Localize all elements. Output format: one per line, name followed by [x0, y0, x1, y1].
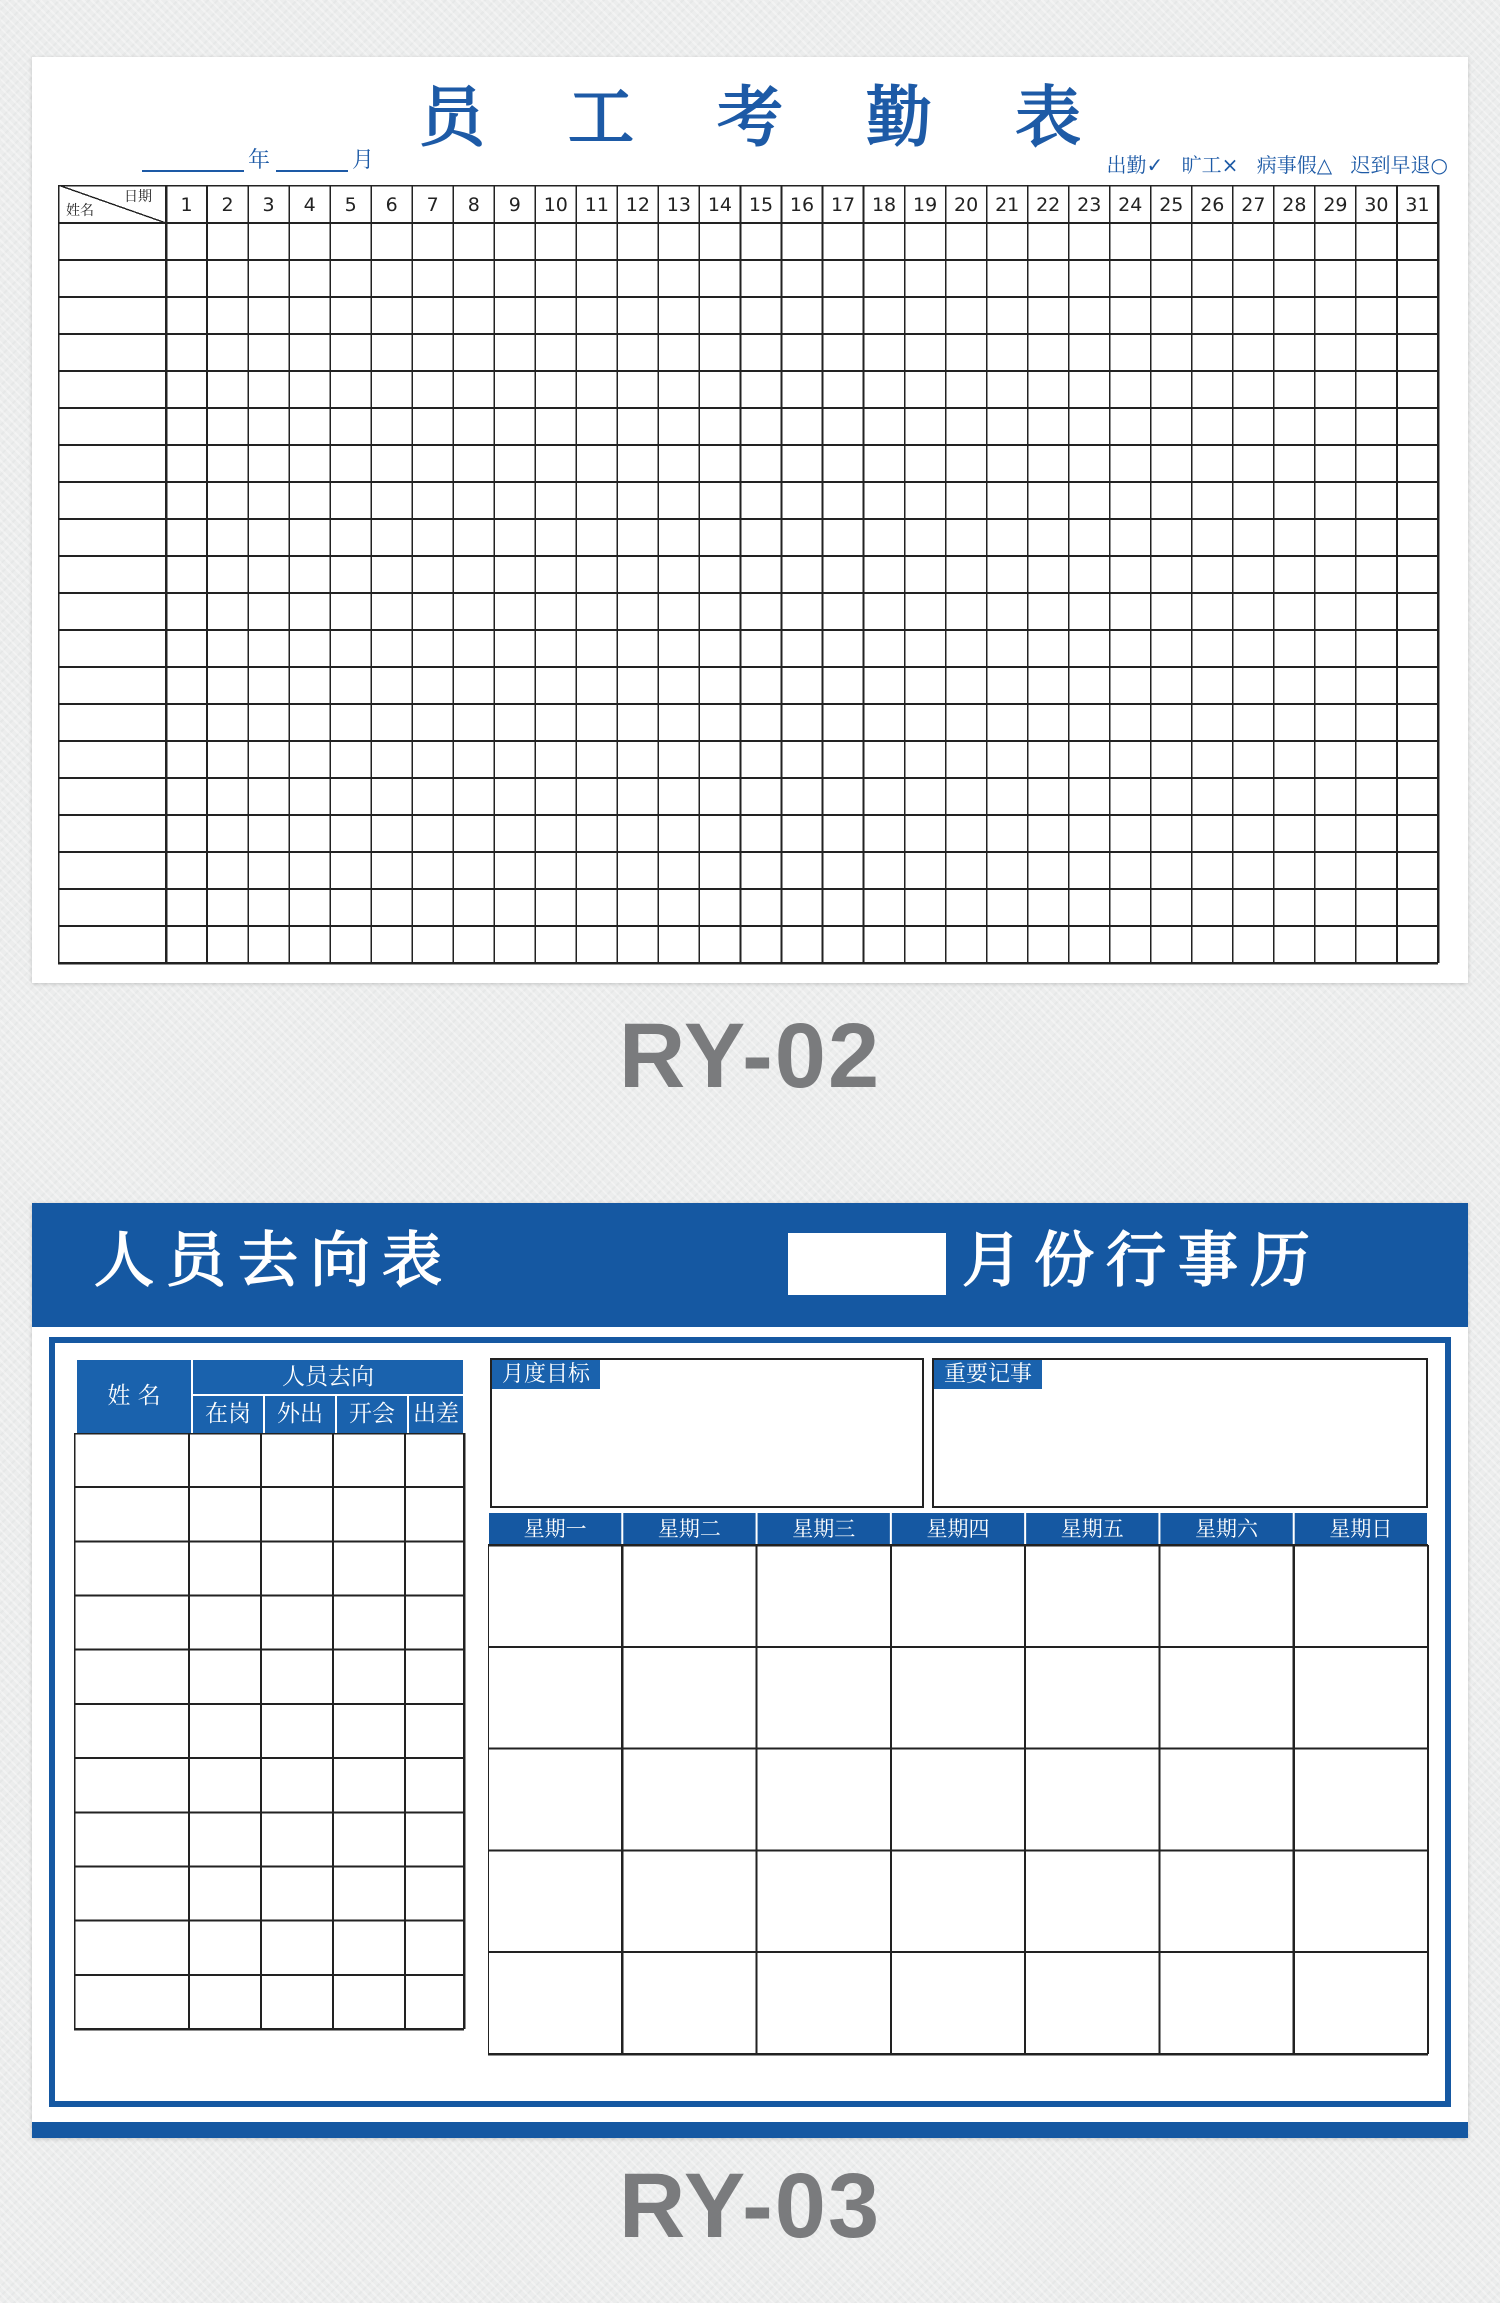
calendar-title: 月份行事历	[962, 1226, 1322, 1296]
day-number: 10	[543, 194, 568, 216]
important-notes-tag: 重要记事	[934, 1360, 1042, 1389]
year-label: 年	[248, 148, 271, 173]
weekday-label: 星期三	[792, 1517, 856, 1541]
whereabouts-header-text: 人员去向	[282, 1363, 374, 1390]
board-bottom-bar	[32, 2122, 1468, 2138]
weekday-label: 星期六	[1195, 1517, 1259, 1541]
attendance-legend	[1095, 149, 1448, 178]
year-blank[interactable]	[142, 150, 244, 172]
legend-absent: 旷工×	[1181, 153, 1239, 177]
day-number: 19	[913, 194, 938, 216]
calendar-grid[interactable]	[488, 1513, 1432, 2058]
name-header-text: 姓 名	[107, 1383, 161, 1409]
day-number: 24	[1118, 194, 1143, 216]
month-input-box[interactable]	[788, 1233, 946, 1295]
day-number: 2	[221, 194, 234, 216]
day-number: 16	[789, 194, 815, 216]
whereabouts-calendar-board	[32, 1203, 1468, 2138]
day-number: 7	[426, 194, 439, 216]
day-number: 9	[508, 194, 521, 216]
weekday-label: 星期四	[926, 1517, 990, 1541]
weekday-label: 星期二	[657, 1517, 721, 1541]
day-number: 28	[1282, 194, 1307, 216]
day-number: 22	[1036, 194, 1061, 216]
col-out-header	[265, 1396, 335, 1433]
attendance-board	[32, 57, 1468, 983]
model-label-ry03: RY-03	[618, 2155, 882, 2257]
col-meeting-text: 开会	[349, 1401, 395, 1427]
year-month-field	[142, 150, 374, 172]
day-number: 29	[1323, 194, 1348, 216]
day-number: 31	[1405, 194, 1430, 216]
day-number: 1	[180, 194, 193, 216]
legend-late: 迟到早退○	[1350, 153, 1448, 177]
month-label: 月	[352, 148, 375, 173]
day-number: 26	[1200, 194, 1225, 216]
day-number: 25	[1159, 194, 1184, 216]
board-header	[32, 1203, 1468, 1327]
day-number: 6	[385, 194, 398, 216]
whereabouts-grid[interactable]	[74, 1433, 468, 2033]
monthly-goal-tag: 月度目标	[492, 1360, 600, 1389]
day-number: 14	[707, 194, 733, 216]
day-number: 30	[1364, 194, 1389, 216]
attendance-title: 员 工 考 勤 表	[419, 79, 1111, 156]
day-number: 8	[467, 194, 480, 216]
col-onduty-text: 在岗	[205, 1401, 251, 1427]
day-number: 15	[748, 194, 774, 216]
day-number: 11	[584, 194, 609, 216]
attendance-grid[interactable]	[58, 185, 1442, 967]
day-number: 23	[1077, 194, 1102, 216]
model-label-ry02: RY-02	[618, 1005, 882, 1107]
day-number: 12	[625, 194, 650, 216]
col-trip-header	[409, 1396, 463, 1433]
day-number: 4	[303, 194, 316, 216]
day-number: 20	[954, 194, 979, 216]
day-number: 27	[1241, 194, 1266, 216]
col-meeting-header	[337, 1396, 407, 1433]
legend-present: 出勤✓	[1106, 153, 1164, 177]
weekday-label: 星期一	[523, 1517, 587, 1541]
legend-leave: 病事假△	[1256, 153, 1333, 177]
day-number: 17	[830, 194, 856, 216]
day-number: 18	[871, 194, 897, 216]
weekday-label: 星期五	[1060, 1517, 1124, 1541]
name-column-header	[77, 1360, 191, 1433]
day-number: 13	[666, 194, 691, 216]
col-out-text: 外出	[277, 1401, 323, 1427]
header-date-label: 日期	[124, 189, 152, 205]
whereabouts-header	[193, 1360, 463, 1394]
day-number: 21	[995, 194, 1020, 216]
header-name-label: 姓名	[66, 203, 94, 219]
day-number: 5	[344, 194, 357, 216]
whereabouts-title: 人员去向表	[94, 1226, 454, 1296]
col-trip-text: 出差	[413, 1401, 459, 1427]
col-onduty-header	[193, 1396, 263, 1433]
month-blank[interactable]	[276, 150, 348, 172]
day-number: 3	[262, 194, 275, 216]
weekday-label: 星期日	[1329, 1517, 1393, 1541]
